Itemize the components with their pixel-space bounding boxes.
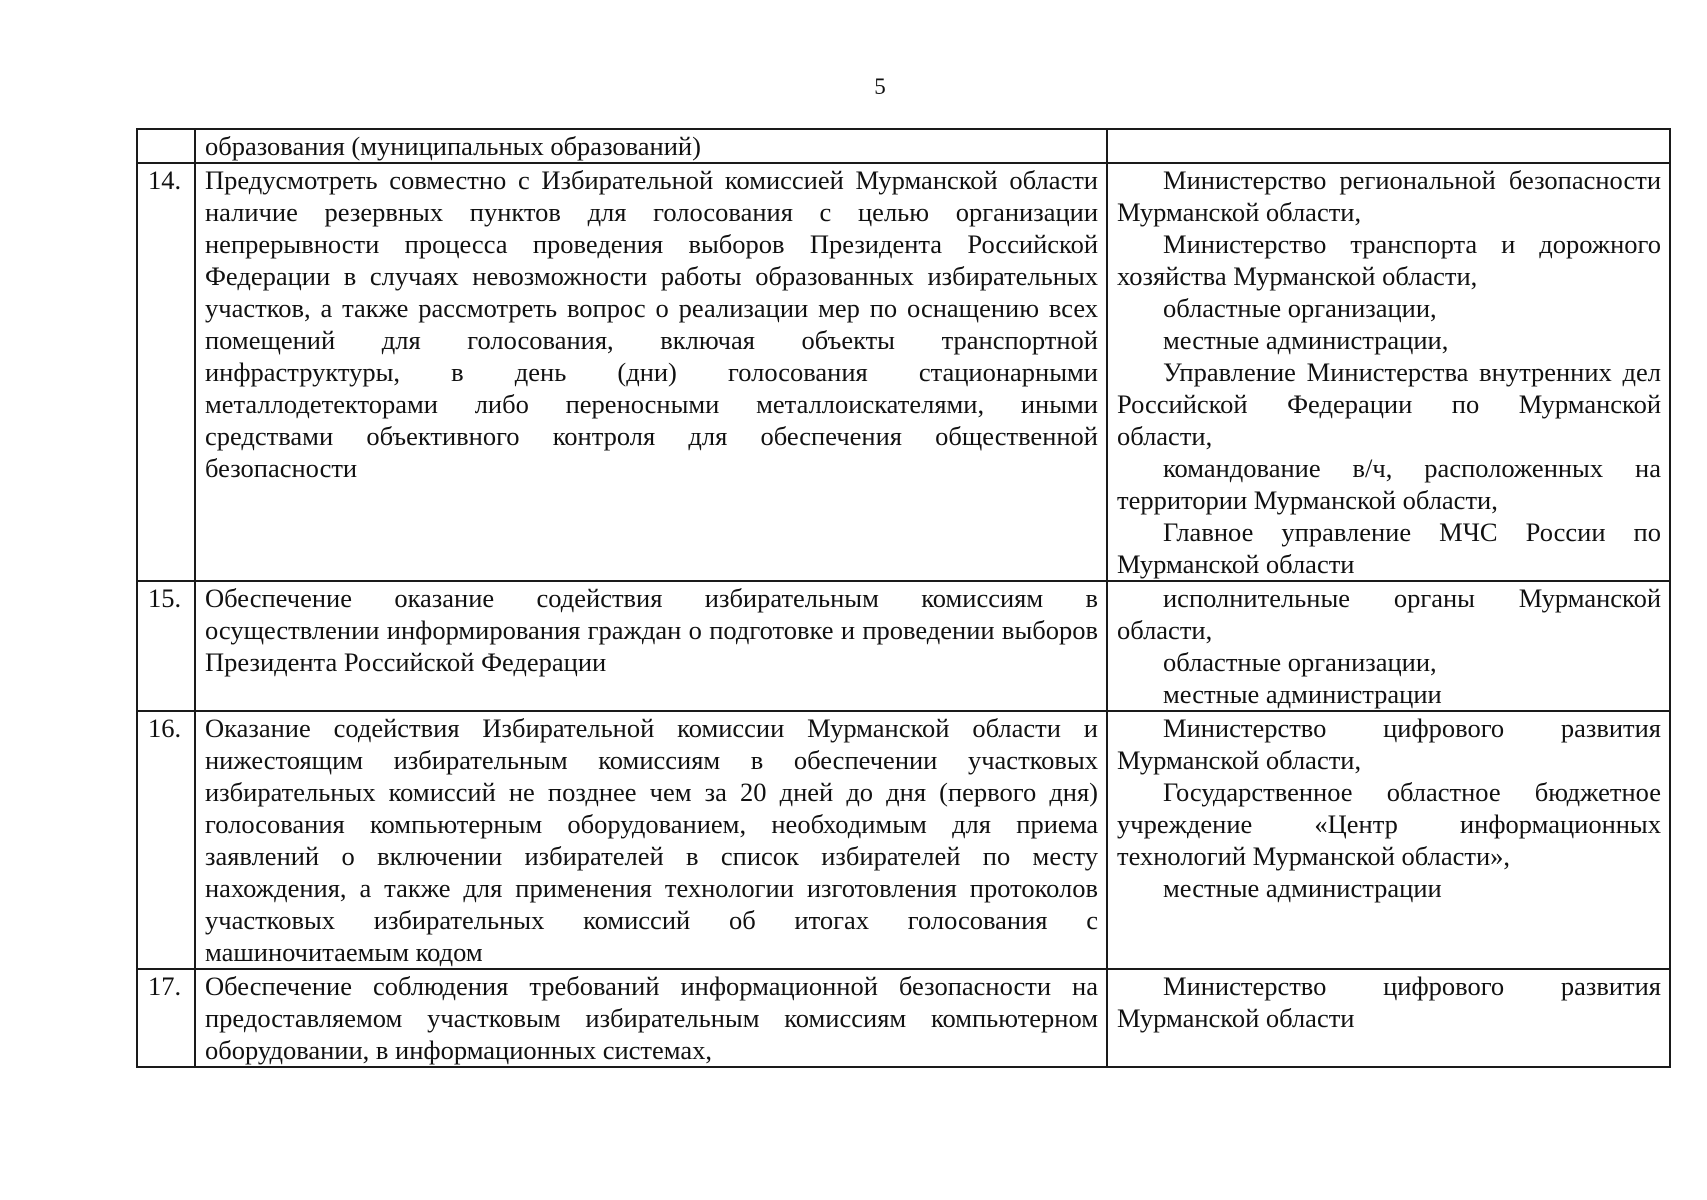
action-cell xyxy=(195,129,1107,163)
responsible-item: областные организации, xyxy=(1163,293,1437,323)
table-row xyxy=(137,129,1670,163)
responsible-cell xyxy=(1107,581,1670,711)
row-number: 14. xyxy=(137,163,195,581)
responsible-item: Управление Министерства внутренних дел Российской Федерации по Мурманской области, xyxy=(1117,357,1661,451)
action-cell xyxy=(195,581,1107,711)
action-cell xyxy=(195,969,1107,1067)
table-row xyxy=(137,581,1670,711)
row-number xyxy=(137,129,195,163)
responsible-item: Главное управление МЧС России по Мурманской области xyxy=(1117,517,1661,579)
responsible-item: Министерство цифрового развития Мурманской области xyxy=(1117,971,1661,1033)
responsible-item: Государственное областное бюджетное учреждение «Центр информационных технологий Мурманской области», xyxy=(1117,777,1661,871)
action-text: Предусмотреть совместно с Избирательной комиссией Мурманской области наличие резервных пунктов для голосования с целью организации непрерывности процесса проведения выборов Президента Российской Федерации в случаях невозможности работы образованных избирательных участков, а также рассмотреть вопрос о реализации мер по оснащению всех помещений для голосования, включая объекты транспортной инфраструктуры, в день (дни) голосования стационарными металлодетекторами либо переносными металлоискателями, иными средствами объективного контроля для обеспечения общественной безопасности xyxy=(205,165,1098,483)
row-number: 17. xyxy=(137,969,195,1067)
action-cell xyxy=(195,163,1107,581)
responsible-item: Министерство цифрового развития Мурманской области, xyxy=(1117,713,1661,775)
responsible-cell xyxy=(1107,163,1670,581)
responsible-item: командование в/ч, расположенных на территории Мурманской области, xyxy=(1117,453,1661,515)
responsible-item: исполнительные органы Мурманской области, xyxy=(1117,583,1661,645)
table-row xyxy=(137,163,1670,581)
responsible-item: Министерство транспорта и дорожного хозяйства Мурманской области, xyxy=(1117,229,1661,291)
responsible-cell xyxy=(1107,129,1670,163)
action-text: Оказание содействия Избирательной комиссии Мурманской области и нижестоящим избирательным комиссиям в обеспечении участковых избирательных комиссий не позднее чем за 20 дней до дня (первого дня) голосования компьютерным оборудованием, необходимым для приема заявлений о включении избирателей в список избирателей по месту нахождения, а также для применения технологии изготовления протоколов участковых избирательных комиссий об итогах голосования с машиночитаемым кодом xyxy=(205,713,1098,967)
page-number: 5 xyxy=(874,74,886,99)
row-number: 16. xyxy=(137,711,195,969)
responsible-item: местные администрации, xyxy=(1163,325,1449,355)
responsible-cell xyxy=(1107,711,1670,969)
action-text: образования (муниципальных образований) xyxy=(205,131,701,161)
responsible-item: областные организации, xyxy=(1163,647,1437,677)
responsible-item: местные администрации xyxy=(1163,679,1442,709)
action-cell xyxy=(195,711,1107,969)
responsible-item: Министерство региональной безопасности Мурманской области, xyxy=(1117,165,1661,227)
responsible-item: местные администрации xyxy=(1163,873,1442,903)
action-text: Обеспечение соблюдения требований информационной безопасности на предоставляемом участковым избирательным комиссиям компьютерном оборудовании, в информационных системах, xyxy=(205,971,1098,1065)
responsible-cell xyxy=(1107,969,1670,1067)
action-text: Обеспечение оказание содействия избирательным комиссиям в осуществлении информирования граждан о подготовке и проведении выборов Президента Российской Федерации xyxy=(205,583,1098,677)
table-row xyxy=(137,969,1670,1067)
measures-table xyxy=(136,128,1671,1068)
row-number: 15. xyxy=(137,581,195,711)
table-row xyxy=(137,711,1670,969)
